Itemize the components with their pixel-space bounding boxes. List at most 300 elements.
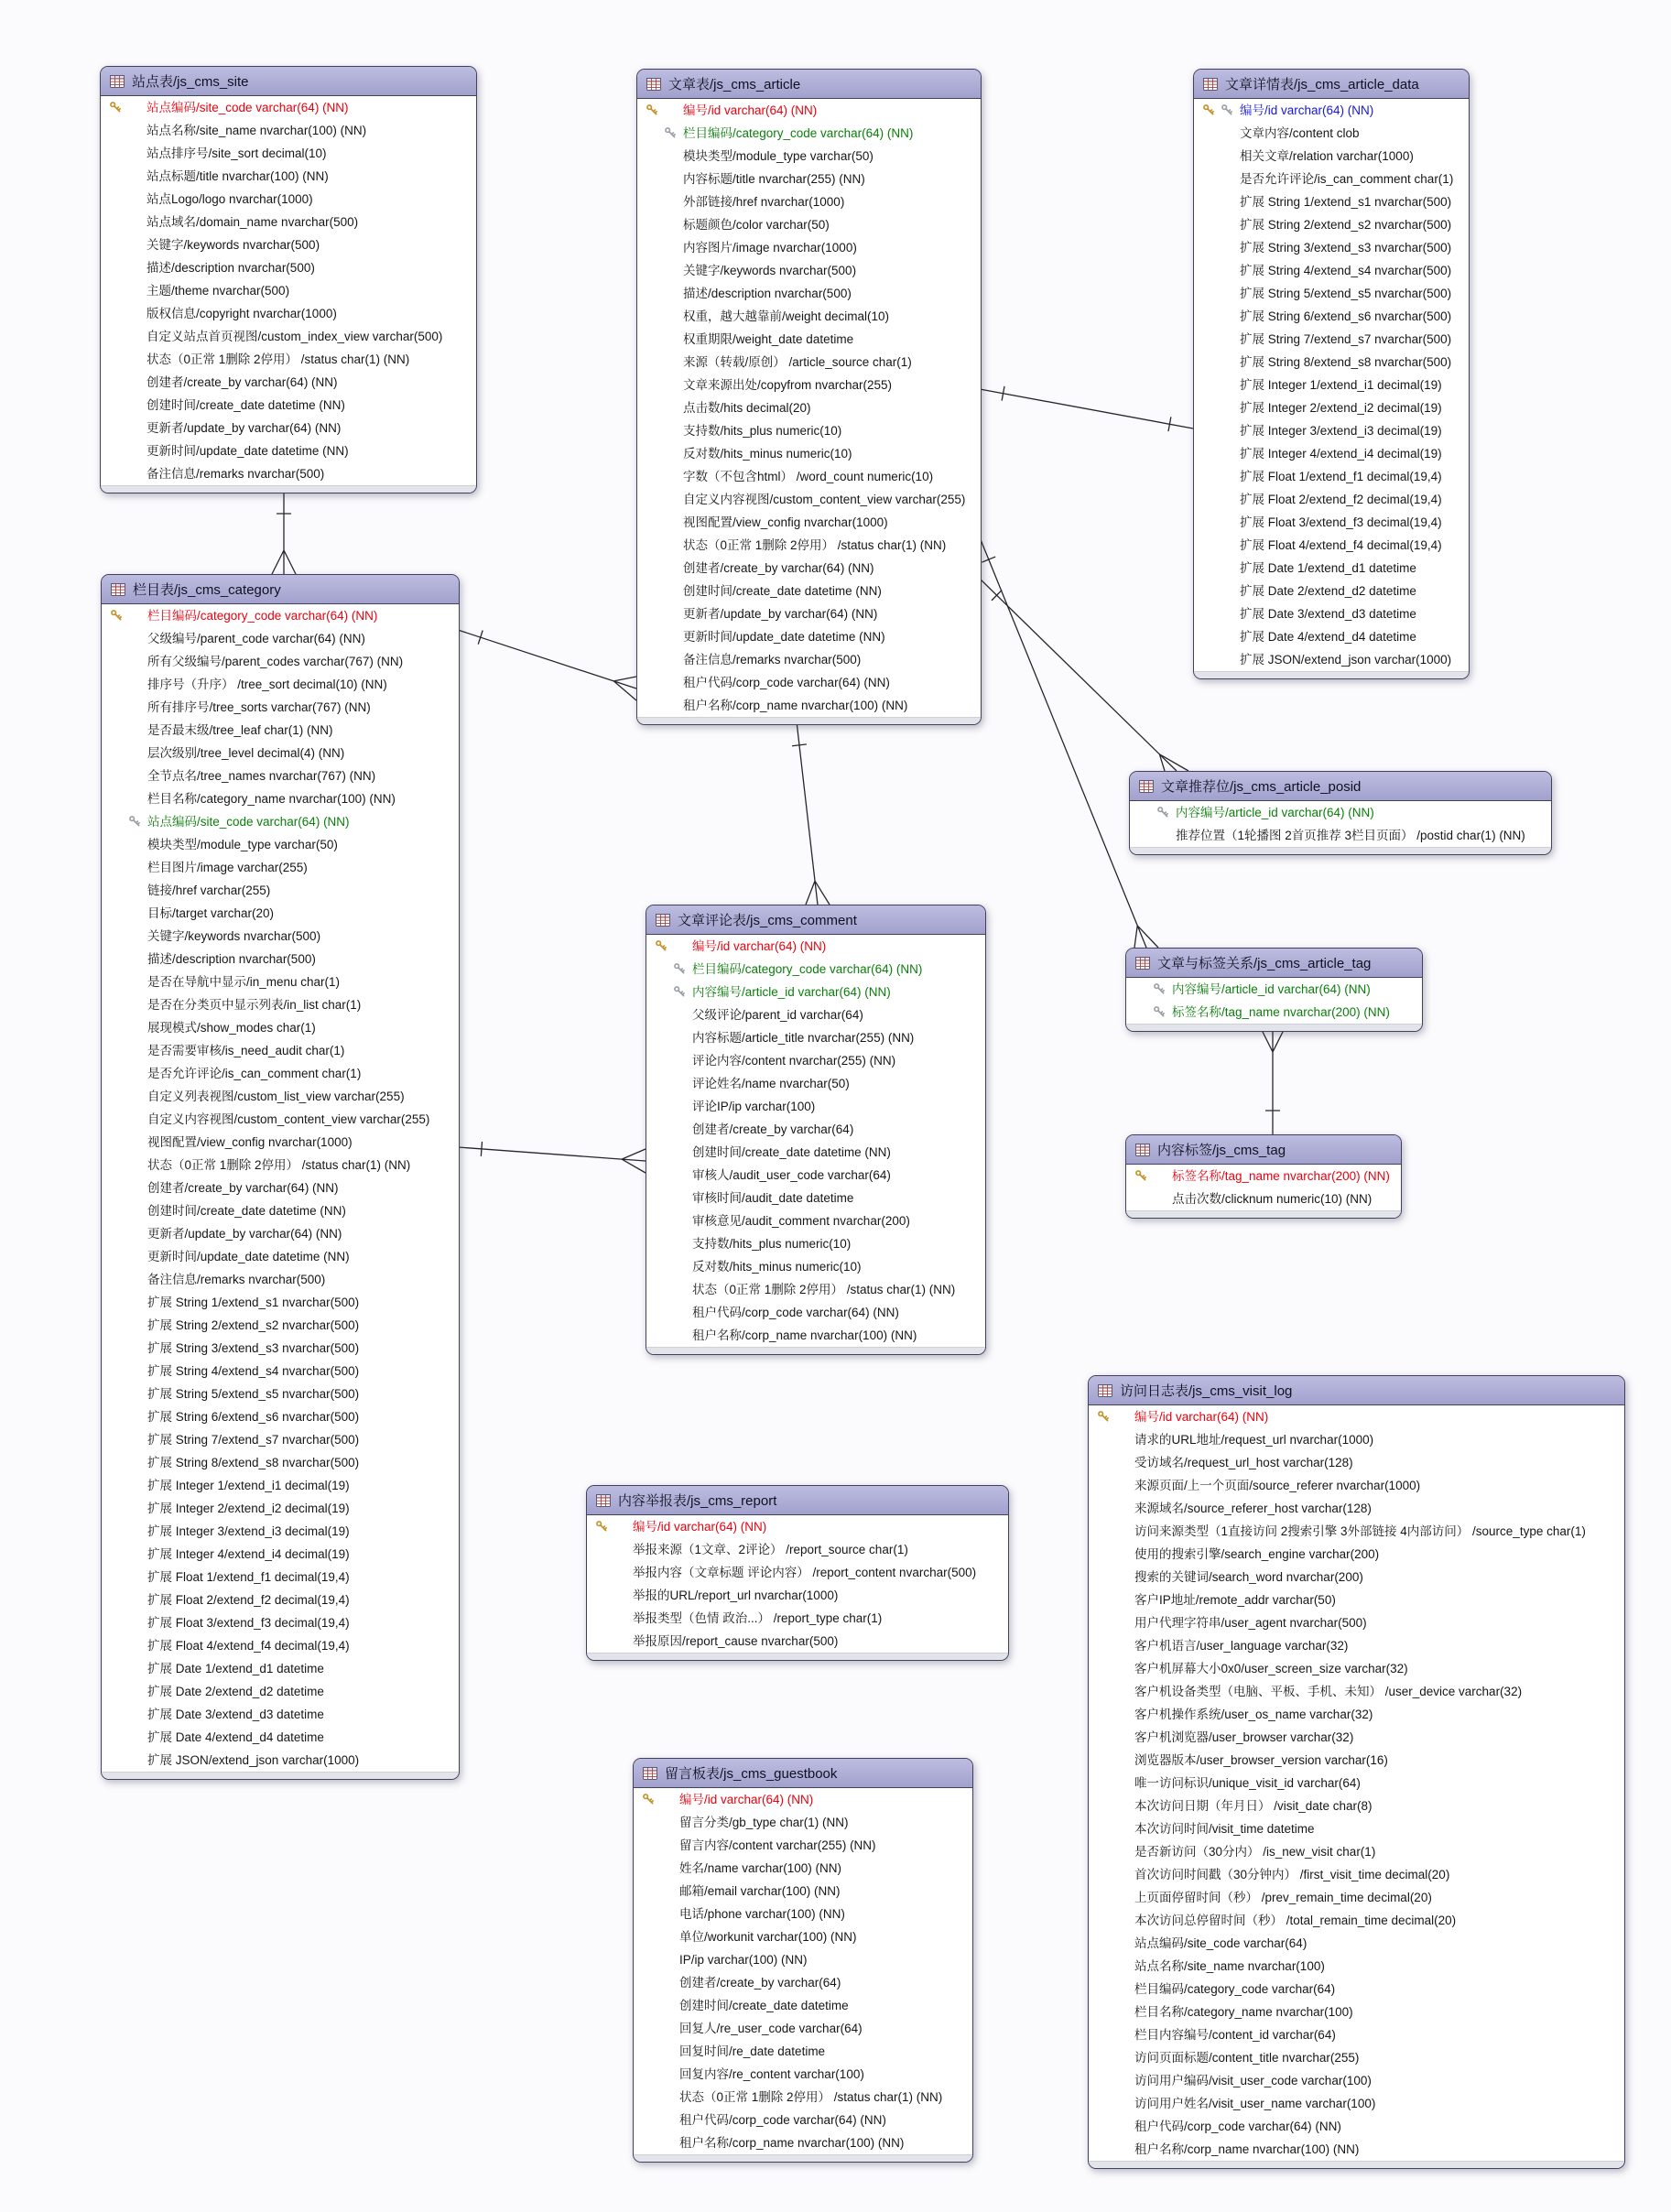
field-row: [101, 325, 476, 348]
field-label: 举报的URL/report_url nvarchar(1000): [633, 1589, 839, 1602]
field-row: [102, 1245, 459, 1268]
field-label: 创建者/create_by varchar(64) (NN): [683, 561, 874, 575]
field-row: [637, 671, 981, 694]
field-label: 是否允许评论/is_can_comment char(1): [147, 1067, 362, 1080]
field-label: 权重期限/weight_date datetime: [683, 332, 854, 346]
field-row: [637, 374, 981, 396]
field-label: 支持数/hits_plus numeric(10): [683, 424, 842, 438]
field-row: [1089, 2069, 1624, 2092]
field-row: [634, 2131, 972, 2154]
field-row: [637, 282, 981, 305]
field-row: [101, 439, 476, 462]
field-label: 自定义内容视图/custom_content_view varchar(255): [683, 493, 966, 506]
field-row: [1089, 1680, 1624, 1703]
field-row: [101, 165, 476, 188]
field-label: 更新时间/update_date datetime (NN): [147, 1250, 350, 1263]
field-label: 留言分类/gb_type char(1) (NN): [679, 1816, 849, 1829]
field-label: 展现模式/show_modes char(1): [147, 1021, 316, 1035]
field-label: 是否允许评论/is_can_comment char(1): [1240, 172, 1454, 186]
field-label: 扩展 String 6/extend_s6 nvarchar(500): [1240, 309, 1452, 323]
field-label: 自定义列表视图/custom_list_view varchar(255): [147, 1090, 405, 1103]
field-label: 使用的搜索引擎/search_engine varchar(200): [1134, 1547, 1380, 1561]
field-label: 状态（0正常 1删除 2停用） /status char(1) (NN): [679, 2090, 943, 2104]
field-label: 内容编号/article_id varchar(64) (NN): [1172, 982, 1371, 996]
field-row: [102, 1428, 459, 1451]
field-label: 内容编号/article_id varchar(64) (NN): [1176, 806, 1374, 819]
field-label: 状态（0正常 1删除 2停用） /status char(1) (NN): [683, 538, 947, 552]
table-footer: [646, 1347, 985, 1354]
field-label: 站点名称/site_name nvarchar(100): [1134, 1959, 1325, 1973]
field-label: 创建者/create_by varchar(64) (NN): [147, 1181, 339, 1195]
field-row: [1194, 648, 1469, 671]
table-footer: [587, 1653, 1008, 1660]
field-label: 扩展 Date 4/extend_d4 datetime: [147, 1730, 324, 1744]
field-row: [587, 1561, 1008, 1584]
field-label: 访问页面标题/content_title nvarchar(255): [1134, 2051, 1360, 2065]
field-row: [646, 958, 985, 981]
table-icon: [656, 914, 670, 927]
foreign-key-icon: [128, 815, 141, 828]
relation-category-comment: [458, 1142, 646, 1173]
table-header: [1130, 772, 1551, 801]
field-row: [634, 2040, 972, 2063]
field-label: 唯一访问标识/unique_visit_id varchar(64): [1134, 1776, 1361, 1790]
field-row: [1089, 1726, 1624, 1749]
table-header: [646, 905, 985, 935]
table-js_cms_visit_log[interactable]: [1088, 1375, 1625, 2169]
field-label: 内容编号/article_id varchar(64) (NN): [692, 985, 891, 999]
field-row: [102, 1474, 459, 1497]
foreign-key-icon: [1156, 806, 1169, 819]
field-row: [1089, 1474, 1624, 1497]
field-row: [1089, 1566, 1624, 1589]
field-label: 栏目编码/category_code varchar(64) (NN): [692, 962, 923, 976]
field-row: [1194, 305, 1469, 328]
field-row: [1089, 1657, 1624, 1680]
field-row: [102, 1611, 459, 1634]
field-label: 链接/href varchar(255): [147, 884, 271, 897]
field-label: 更新时间/update_date datetime (NN): [683, 630, 885, 644]
field-label: 栏目名称/category_name nvarchar(100): [1134, 2005, 1353, 2019]
field-label: 本次访问时间/visit_time datetime: [1134, 1822, 1315, 1836]
table-icon: [1135, 1144, 1150, 1156]
field-row: [1089, 1932, 1624, 1955]
field-label: 扩展 String 1/extend_s1 nvarchar(500): [1240, 195, 1452, 209]
field-row: [102, 1131, 459, 1154]
field-label: 扩展 Integer 3/extend_i3 decimal(19): [1240, 424, 1442, 438]
field-row: [1089, 1886, 1624, 1909]
table-icon: [646, 78, 661, 91]
field-row: [1194, 374, 1469, 396]
table-js_cms_article_data[interactable]: [1193, 69, 1470, 679]
field-label: 支持数/hits_plus numeric(10): [692, 1237, 852, 1251]
field-row: [646, 1187, 985, 1209]
field-row: [101, 371, 476, 394]
field-row: [1089, 1772, 1624, 1795]
field-label: 审核时间/audit_date datetime: [692, 1191, 854, 1205]
field-row: [1089, 1978, 1624, 2001]
table-title: 内容标签/js_cms_tag: [1157, 1143, 1286, 1158]
field-label: 举报原因/report_cause nvarchar(500): [633, 1634, 839, 1648]
primary-key-icon: [1202, 103, 1215, 116]
primary-key-icon: [595, 1520, 608, 1533]
field-label: 版权信息/copyright nvarchar(1000): [146, 307, 337, 320]
field-row: [646, 1003, 985, 1026]
field-label: 租户代码/corp_code varchar(64) (NN): [1134, 2120, 1341, 2133]
field-label: 站点标题/title nvarchar(100) (NN): [146, 169, 329, 183]
table-footer: [101, 485, 476, 493]
field-label: 备注信息/remarks nvarchar(500): [683, 653, 862, 667]
field-label: 创建者/create_by varchar(64) (NN): [146, 375, 338, 389]
field-row: [637, 145, 981, 168]
field-label: 更新者/update_by varchar(64) (NN): [147, 1227, 342, 1241]
field-row: [634, 1788, 972, 1811]
field-label: 评论姓名/name nvarchar(50): [692, 1077, 850, 1090]
field-row: [634, 1834, 972, 1857]
field-row: [1089, 1955, 1624, 1978]
field-row: [646, 1324, 985, 1347]
field-row: [1194, 328, 1469, 351]
field-row: [102, 925, 459, 948]
relation-article_tag-tag: [1261, 1028, 1285, 1134]
table-icon: [1139, 780, 1154, 793]
field-label: 编号/id varchar(64) (NN): [1240, 103, 1374, 117]
field-row: [102, 1657, 459, 1680]
field-label: 搜索的关键词/search_word nvarchar(200): [1134, 1570, 1363, 1584]
field-row: [101, 279, 476, 302]
field-row: [1194, 145, 1469, 168]
field-row: [634, 1925, 972, 1948]
field-label: 编号/id varchar(64) (NN): [1134, 1410, 1269, 1424]
table-icon: [1135, 957, 1150, 970]
field-row: [102, 1016, 459, 1039]
field-row: [1126, 1187, 1401, 1210]
table-js_cms_comment[interactable]: [646, 905, 986, 1355]
field-label: 客户机设备类型（电脑、平板、手机、未知） /user_device varchar(32): [1134, 1685, 1523, 1698]
field-label: 扩展 Integer 1/extend_i1 decimal(19): [147, 1479, 350, 1492]
field-row: [102, 1749, 459, 1772]
field-label: 扩展 String 7/extend_s7 nvarchar(500): [1240, 332, 1452, 346]
field-row: [102, 1039, 459, 1062]
field-label: 租户代码/corp_code varchar(64) (NN): [679, 2113, 886, 2127]
field-row: [1089, 2023, 1624, 2046]
field-row: [646, 1301, 985, 1324]
table-js_cms_article_tag[interactable]: [1125, 948, 1423, 1032]
table-js_cms_tag[interactable]: [1125, 1134, 1402, 1219]
field-label: 更新者/update_by varchar(64) (NN): [146, 421, 342, 435]
field-label: 用户代理字符串/user_agent nvarchar(500): [1134, 1616, 1367, 1630]
field-label: 状态（0正常 1删除 2停用） /status char(1) (NN): [147, 1158, 411, 1172]
field-row: [1194, 213, 1469, 236]
field-row: [646, 935, 985, 958]
field-label: 扩展 String 3/extend_s3 nvarchar(500): [1240, 241, 1452, 255]
field-row: [1089, 2115, 1624, 2138]
field-label: 标签名称/tag_name nvarchar(200) (NN): [1172, 1169, 1390, 1183]
field-label: 受访域名/request_url_host varchar(128): [1134, 1456, 1353, 1469]
field-row: [102, 1405, 459, 1428]
field-row: [102, 650, 459, 673]
field-row: [1194, 259, 1469, 282]
field-row: [1089, 1520, 1624, 1543]
field-row: [637, 442, 981, 465]
field-label: 扩展 Integer 3/extend_i3 decimal(19): [147, 1524, 350, 1538]
field-label: 状态（0正常 1删除 2停用） /status char(1) (NN): [146, 352, 410, 366]
field-row: [1194, 465, 1469, 488]
table-title: 文章详情表/js_cms_article_data: [1225, 77, 1419, 92]
field-row: [101, 96, 476, 119]
field-row: [646, 1095, 985, 1118]
field-label: 扩展 Float 3/extend_f3 decimal(19,4): [1240, 515, 1442, 529]
relation-article-comment: [792, 721, 830, 905]
field-label: 站点排序号/site_sort decimal(10): [146, 146, 327, 160]
field-row: [634, 1811, 972, 1834]
field-row: [102, 1543, 459, 1566]
table-footer: [1089, 2161, 1624, 2168]
field-label: 栏目编码/category_code varchar(64) (NN): [683, 126, 914, 140]
field-label: 扩展 Float 3/extend_f3 decimal(19,4): [147, 1616, 350, 1630]
field-label: 所有父级编号/parent_codes varchar(767) (NN): [147, 655, 404, 668]
field-label: 关键字/keywords nvarchar(500): [146, 238, 320, 252]
primary-key-icon: [110, 609, 123, 622]
field-label: 文章内容/content clob: [1240, 126, 1360, 140]
field-row: [1089, 1863, 1624, 1886]
table-header: [1126, 949, 1422, 978]
field-label: 来源（转载/原创） /article_source char(1): [683, 355, 912, 369]
field-row: [587, 1607, 1008, 1630]
field-label: 访问用户姓名/visit_user_name varchar(100): [1134, 2097, 1376, 2110]
field-row: [634, 1994, 972, 2017]
table-js_cms_site[interactable]: [100, 66, 477, 493]
table-title: 文章表/js_cms_article: [668, 77, 801, 92]
primary-key-icon: [642, 1793, 655, 1805]
field-row: [1089, 2001, 1624, 2023]
field-row: [101, 462, 476, 485]
field-label: 举报内容（文章标题 评论内容） /report_content nvarchar(500): [633, 1566, 977, 1579]
foreign-key-icon: [673, 985, 686, 998]
table-footer: [1194, 671, 1469, 678]
field-label: 视图配置/view_config nvarchar(1000): [683, 515, 888, 529]
field-label: 评论IP/ip varchar(100): [692, 1100, 816, 1113]
foreign-key-icon: [1153, 1005, 1166, 1018]
field-label: 备注信息/remarks nvarchar(500): [146, 467, 325, 481]
field-label: 扩展 String 7/extend_s7 nvarchar(500): [147, 1433, 360, 1447]
field-label: 扩展 Integer 1/extend_i1 decimal(19): [1240, 378, 1442, 392]
field-row: [587, 1515, 1008, 1538]
field-row: [646, 1255, 985, 1278]
field-label: 文章来源出处/copyfrom nvarchar(255): [683, 378, 893, 392]
table-title: 内容举报表/js_cms_report: [618, 1493, 777, 1509]
field-label: 创建时间/create_date datetime (NN): [683, 584, 882, 598]
field-row: [1089, 1749, 1624, 1772]
field-row: [1126, 1165, 1401, 1187]
field-row: [1089, 1497, 1624, 1520]
field-label: 父级评论/parent_id varchar(64): [692, 1008, 863, 1022]
field-label: 客户机语言/user_language varchar(32): [1134, 1639, 1349, 1653]
field-label: 扩展 Date 1/extend_d1 datetime: [1240, 561, 1416, 575]
field-label: 创建时间/create_date datetime: [679, 1999, 849, 2012]
field-label: 内容标题/article_title nvarchar(255) (NN): [692, 1031, 915, 1045]
field-row: [634, 1971, 972, 1994]
field-label: 是否新访问（30分内） /is_new_visit char(1): [1134, 1845, 1376, 1859]
field-label: 扩展 String 8/extend_s8 nvarchar(500): [1240, 355, 1452, 369]
field-label: 排序号（升序） /tree_sort decimal(10) (NN): [147, 678, 387, 691]
field-label: 客户机操作系统/user_os_name varchar(32): [1134, 1708, 1373, 1721]
field-label: 创建者/create_by varchar(64): [692, 1122, 854, 1136]
field-row: [634, 2109, 972, 2131]
field-row: [102, 1520, 459, 1543]
field-label: 全节点名/tree_names nvarchar(767) (NN): [147, 769, 376, 783]
field-row: [637, 465, 981, 488]
field-row: [102, 1314, 459, 1337]
field-label: 扩展 Float 1/extend_f1 decimal(19,4): [147, 1570, 350, 1584]
field-row: [1194, 419, 1469, 442]
field-row: [637, 602, 981, 625]
field-label: 视图配置/view_config nvarchar(1000): [147, 1135, 353, 1149]
field-label: 模块类型/module_type varchar(50): [147, 838, 338, 851]
field-label: 浏览器版本/user_browser_version varchar(16): [1134, 1753, 1388, 1767]
field-label: 扩展 String 3/extend_s3 nvarchar(500): [147, 1341, 360, 1355]
field-row: [1194, 282, 1469, 305]
field-label: 编号/id varchar(64) (NN): [692, 939, 827, 953]
field-label: 访问用户编码/visit_user_code varchar(100): [1134, 2074, 1372, 2087]
field-row: [646, 1049, 985, 1072]
field-label: 模块类型/module_type varchar(50): [683, 149, 873, 163]
field-row: [101, 188, 476, 211]
field-row: [1089, 2138, 1624, 2161]
foreign-key-icon: [1221, 103, 1233, 116]
field-row: [102, 1589, 459, 1611]
field-row: [634, 1903, 972, 1925]
field-label: 客户IP地址/remote_addr varchar(50): [1134, 1593, 1336, 1607]
field-row: [102, 970, 459, 993]
field-label: 关键字/keywords nvarchar(500): [683, 264, 857, 277]
field-label: 电话/phone varchar(100) (NN): [679, 1907, 845, 1921]
table-icon: [1098, 1384, 1112, 1397]
field-label: 推荐位置（1轮播图 2首页推荐 3栏目页面） /postid char(1) (NN): [1176, 829, 1525, 842]
field-row: [646, 1232, 985, 1255]
field-row: [646, 1026, 985, 1049]
field-row: [1194, 557, 1469, 580]
field-row: [637, 488, 981, 511]
field-row: [102, 1222, 459, 1245]
primary-key-icon: [646, 103, 658, 116]
field-label: 自定义站点首页视图/custom_index_view varchar(500): [146, 330, 443, 343]
table-title: 文章推荐位/js_cms_article_posid: [1161, 779, 1362, 795]
table-header: [1126, 1135, 1401, 1165]
field-label: 点击数/hits decimal(20): [683, 401, 811, 415]
field-label: 反对数/hits_minus numeric(10): [683, 447, 852, 461]
table-header: [587, 1486, 1008, 1515]
field-row: [634, 1880, 972, 1903]
field-label: 扩展 JSON/extend_json varchar(1000): [147, 1753, 360, 1767]
field-label: 扩展 String 1/extend_s1 nvarchar(500): [147, 1296, 360, 1309]
field-row: [646, 1209, 985, 1232]
field-row: [101, 394, 476, 417]
field-label: 扩展 String 8/extend_s8 nvarchar(500): [147, 1456, 360, 1469]
table-js_cms_guestbook[interactable]: [633, 1758, 973, 2163]
field-label: 站点域名/domain_name nvarchar(500): [146, 215, 359, 229]
field-label: 栏目内容编号/content_id varchar(64): [1134, 2028, 1336, 2042]
field-row: [102, 1062, 459, 1085]
foreign-key-icon: [1153, 982, 1166, 995]
field-row: [102, 1634, 459, 1657]
table-js_cms_article_posid[interactable]: [1129, 771, 1552, 855]
field-label: 扩展 Date 4/extend_d4 datetime: [1240, 630, 1416, 644]
field-row: [102, 787, 459, 810]
table-js_cms_article[interactable]: [636, 69, 982, 725]
field-label: 站点编码/site_code varchar(64) (NN): [147, 815, 350, 829]
field-row: [1126, 1001, 1422, 1024]
field-label: IP/ip varchar(100) (NN): [679, 1953, 808, 1967]
table-footer: [1126, 1024, 1422, 1031]
table-icon: [110, 75, 125, 88]
field-row: [637, 557, 981, 580]
field-row: [1089, 2092, 1624, 2115]
field-label: 扩展 String 4/extend_s4 nvarchar(500): [147, 1364, 360, 1378]
table-footer: [1130, 847, 1551, 854]
field-label: 扩展 String 4/extend_s4 nvarchar(500): [1240, 264, 1452, 277]
field-row: [587, 1630, 1008, 1653]
field-row: [102, 1382, 459, 1405]
field-label: 权重，越大越靠前/weight decimal(10): [683, 309, 890, 323]
field-label: 外部链接/href nvarchar(1000): [683, 195, 845, 209]
field-label: 内容图片/image nvarchar(1000): [683, 241, 857, 255]
field-row: [101, 256, 476, 279]
field-row: [1089, 1589, 1624, 1611]
field-row: [102, 1108, 459, 1131]
field-row: [101, 142, 476, 165]
field-row: [101, 417, 476, 439]
field-label: 扩展 Integer 2/extend_i2 decimal(19): [147, 1502, 350, 1515]
field-row: [1194, 99, 1469, 122]
field-row: [1130, 801, 1551, 824]
field-row: [102, 879, 459, 902]
field-label: 扩展 String 5/extend_s5 nvarchar(500): [1240, 287, 1452, 300]
field-row: [634, 1857, 972, 1880]
field-label: 扩展 Date 3/extend_d3 datetime: [147, 1708, 324, 1721]
field-label: 扩展 Float 1/extend_f1 decimal(19,4): [1240, 470, 1442, 483]
field-row: [1194, 168, 1469, 190]
table-js_cms_category[interactable]: [101, 574, 460, 1780]
field-label: 审核意见/audit_comment nvarchar(200): [692, 1214, 910, 1228]
field-label: 访问来源类型（1直接访问 2搜索引擎 3外部链接 4内部访问） /source_type char(1): [1134, 1524, 1586, 1538]
field-row: [1089, 1634, 1624, 1657]
field-row: [1194, 190, 1469, 213]
field-label: 是否需要审核/is_need_audit char(1): [147, 1044, 345, 1057]
field-row: [646, 1141, 985, 1164]
field-label: 备注信息/remarks nvarchar(500): [147, 1273, 326, 1286]
field-row: [1089, 1703, 1624, 1726]
field-label: 站点编码/site_code varchar(64): [1134, 1936, 1308, 1950]
field-label: 创建时间/create_date datetime (NN): [147, 1204, 346, 1218]
field-row: [102, 810, 459, 833]
field-label: 是否最末级/tree_leaf char(1) (NN): [147, 723, 333, 737]
foreign-key-icon: [673, 962, 686, 975]
field-label: 审核人/audit_user_code varchar(64): [692, 1168, 891, 1182]
field-row: [1194, 580, 1469, 602]
field-label: 站点编码/site_code varchar(64) (NN): [146, 101, 349, 114]
field-row: [102, 1176, 459, 1199]
primary-key-icon: [655, 939, 667, 952]
field-label: 扩展 Float 2/extend_f2 decimal(19,4): [147, 1593, 350, 1607]
field-row: [102, 1360, 459, 1382]
table-js_cms_report[interactable]: [586, 1485, 1009, 1661]
field-label: 编号/id varchar(64) (NN): [679, 1793, 814, 1806]
field-row: [102, 948, 459, 970]
field-label: 扩展 Date 2/extend_d2 datetime: [147, 1685, 324, 1698]
field-label: 扩展 Integer 4/extend_i4 decimal(19): [1240, 447, 1442, 461]
table-header: [1194, 70, 1469, 99]
